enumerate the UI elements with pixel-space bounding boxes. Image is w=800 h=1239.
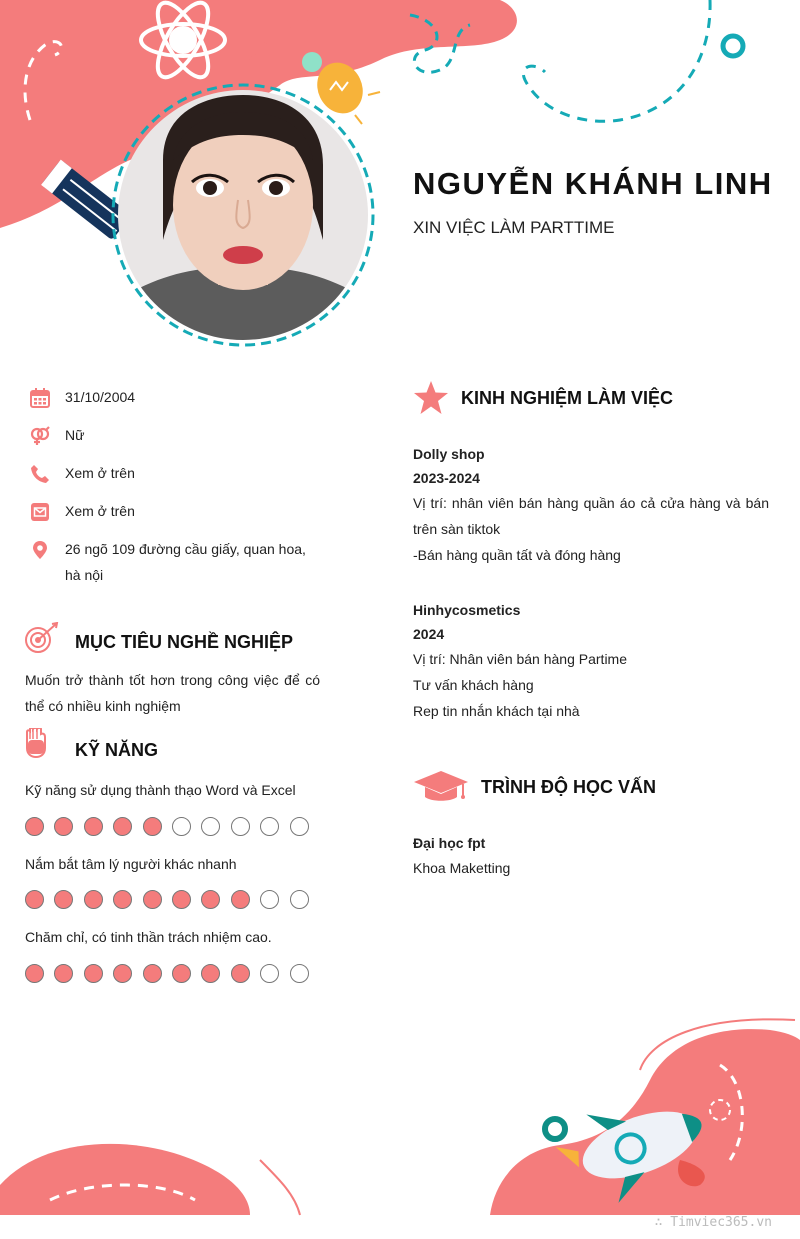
- rating-dot-filled: [113, 890, 132, 909]
- experience-detail: Tư vấn khách hàng: [413, 677, 534, 693]
- experience-detail: Vị trí: Nhân viên bán hàng Partime: [413, 651, 628, 667]
- rating-dot-filled: [84, 890, 103, 909]
- rating-dot-filled: [54, 890, 73, 909]
- info-address: [30, 540, 325, 588]
- experience-years: 2024: [413, 626, 445, 642]
- rating-dot-filled: [172, 964, 191, 983]
- rating-dot-empty: [290, 817, 309, 836]
- rating-dot-empty: [290, 890, 309, 909]
- rating-dot-filled: [143, 964, 162, 983]
- skills-title: KỸ NĂNG: [75, 740, 159, 760]
- profile-photo-frame: [110, 82, 376, 348]
- experience-title: KINH NGHIỆM LÀM VIỆC: [461, 388, 674, 408]
- rating-dot-empty: [260, 817, 279, 836]
- phone-icon: [30, 464, 50, 484]
- skill-rating: [25, 817, 319, 836]
- experience-detail: Vị trí: nhân viên bán hàng quần áo cả cửa hàng và bán trên sàn tiktok: [413, 495, 769, 537]
- experience-item: [413, 442, 769, 568]
- rating-dot-filled: [201, 890, 220, 909]
- info-gender: [30, 426, 325, 448]
- rating-dot-filled: [54, 964, 73, 983]
- experience-detail: -Bán hàng quần tất và đóng hàng: [413, 547, 621, 563]
- skill-name: Kỹ năng sử dụng thành thạo Word và Excel: [25, 782, 296, 798]
- profile-photo: [118, 90, 368, 340]
- fist-icon: [24, 728, 48, 760]
- skill-rating: [25, 890, 319, 909]
- education-title: TRÌNH ĐỘ HỌC VẤN: [481, 777, 656, 797]
- rating-dot-empty: [201, 817, 220, 836]
- rating-dot-filled: [25, 964, 44, 983]
- rating-dot-filled: [25, 817, 44, 836]
- objective-text: Muốn trở thành tốt hơn trong công việc để có thể có nhiều kinh nghiệm: [25, 672, 320, 714]
- rating-dot-filled: [172, 890, 191, 909]
- gender-icon: [30, 426, 50, 446]
- rating-dot-filled: [231, 964, 250, 983]
- rating-dot-filled: [231, 890, 250, 909]
- email-text[interactable]: Xem ở trên: [65, 503, 135, 519]
- birthdate-text: 31/10/2004: [65, 389, 136, 405]
- rating-dot-filled: [201, 964, 220, 983]
- skill-rating: [25, 964, 319, 983]
- rating-dot-filled: [143, 817, 162, 836]
- graduation-cap-icon: [413, 769, 469, 803]
- rating-dot-empty: [290, 964, 309, 983]
- rating-dot-empty: [260, 890, 279, 909]
- gender-text: Nữ: [65, 427, 85, 443]
- company-name: Hinhycosmetics: [413, 602, 521, 618]
- info-email: [30, 502, 325, 524]
- school-name: Đại học fpt: [413, 835, 486, 851]
- info-birthdate: [30, 388, 325, 410]
- experience-item: [413, 598, 769, 724]
- company-name: Dolly shop: [413, 446, 485, 462]
- candidate-name: NGUYỄN KHÁNH LINH: [413, 166, 773, 201]
- rating-dot-filled: [113, 964, 132, 983]
- rating-dot-empty: [231, 817, 250, 836]
- skill-name: Nắm bắt tâm lý người khác nhanh: [25, 856, 237, 872]
- watermark: ∴ Timviec365.vn: [654, 1215, 772, 1230]
- experience-detail: Rep tin nhắn khách tại nhà: [413, 703, 580, 719]
- star-icon: [414, 381, 448, 414]
- info-phone: [30, 464, 325, 486]
- experience-years: 2023-2024: [413, 470, 480, 486]
- rating-dot-filled: [84, 817, 103, 836]
- rating-dot-empty: [172, 817, 191, 836]
- email-icon: [30, 502, 50, 522]
- target-icon: [24, 622, 60, 656]
- major-name: Khoa Maketting: [413, 860, 511, 876]
- skill-name: Chăm chỉ, có tinh thần trách nhiệm cao.: [25, 929, 272, 945]
- rating-dot-filled: [84, 964, 103, 983]
- rating-dot-filled: [54, 817, 73, 836]
- phone-text[interactable]: Xem ở trên: [65, 465, 135, 481]
- rating-dot-filled: [25, 890, 44, 909]
- calendar-icon: [30, 388, 50, 408]
- rating-dot-filled: [143, 890, 162, 909]
- job-title: XIN VIỆC LÀM PARTTIME: [413, 218, 615, 237]
- rating-dot-filled: [113, 817, 132, 836]
- address-text: 26 ngõ 109 đường cầu giấy, quan hoa, hà nội: [65, 541, 306, 583]
- objective-title: MỤC TIÊU NGHỀ NGHIỆP: [75, 632, 294, 652]
- rating-dot-empty: [260, 964, 279, 983]
- location-pin-icon: [30, 540, 50, 560]
